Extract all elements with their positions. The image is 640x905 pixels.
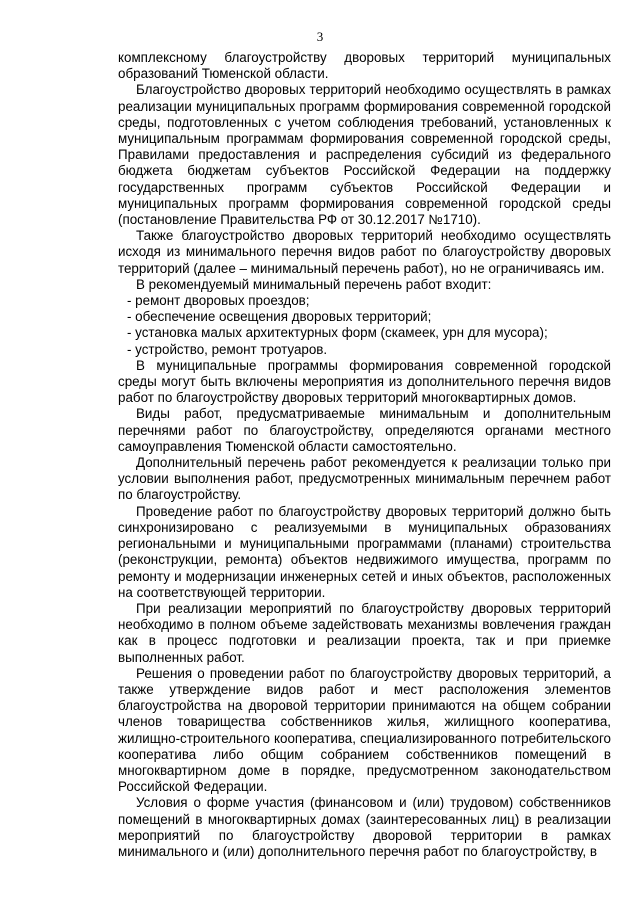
paragraph: комплексному благоустройству дворовых территорий муниципальных образований Тюменской области.: [118, 50, 611, 82]
list-item: - ремонт дворовых проездов;: [127, 293, 310, 309]
paragraph: Благоустройство дворовых территорий необходимо осуществлять в рамках реализации муниципальных программ формирования современной городской среды, подготовленных с учетом соблюдения требований, установленных к муниципальным программам формирования современной городской среды, Правилами предоставления и распределения субсидий из федерального бюджета бюджетам субъектов Российской Федерации на поддержку государственных программ субъектов Российской Федерации и муниципальных программ формирования современной городской среды (постановление Правительства РФ от 30.12.2017 №1710).: [118, 82, 611, 228]
paragraph: Условия о форме участия (финансовом и (или) трудовом) собственников помещений в многоквартирных домах (заинтересованных лиц) в реализации мероприятий по благоустройству дворовой территории в рамках минимального и (или) дополнительного перечня работ по благоустройству, в: [118, 795, 611, 859]
document-body: [118, 50, 611, 860]
paragraph: Виды работ, предусматриваемые минимальным и дополнительным перечнями работ по благоустройству, определяются органами местного самоуправления Тюменской области самостоятельно.: [118, 406, 611, 454]
paragraph: Проведение работ по благоустройству дворовых территорий должно быть синхронизировано с реализуемыми в муниципальных образованиях региональными и муниципальными программами (планами) строительства (реконструкции, ремонта) объектов недвижимого имущества, программ по ремонту и модернизации инженерных сетей и иных объектов, расположенных на соответствующей территории.: [118, 503, 611, 600]
paragraph: В муниципальные программы формирования современной городской среды могут быть включены мероприятия из дополнительного перечня видов работ по благоустройству дворовых территорий многоквартирных домов.: [118, 357, 611, 406]
list-item: - установка малых архитектурных форм (скамеек, урн для мусора);: [127, 325, 548, 341]
paragraph: Дополнительный перечень работ рекомендуется к реализации только при условии выполнения работ, предусмотренных минимальным перечнем работ по благоустройству.: [118, 455, 611, 503]
list-item: - устройство, ремонт тротуаров.: [127, 341, 328, 357]
paragraph: В рекомендуемый минимальный перечень работ входит:: [136, 276, 492, 292]
paragraph: При реализации мероприятий по благоустройству дворовых территорий необходимо в полном объеме задействовать механизмы вовлечения граждан как в процесс подготовки и реализации проекта, так и при приемке выполненных работ.: [118, 600, 611, 665]
paragraph: Решения о проведении работ по благоустройству дворовых территорий, а также утверждение видов работ и мест расположения элементов благоустройства на дворовой территории принимаются на общем собрании членов товарищества собственников жилья, жилищного кооператива, жилищно-строительного кооператива, специализированного потребительского кооператива либо общим собранием собственников помещений в многоквартирном доме в порядке, предусмотренном законодательством Российской Федерации.: [118, 665, 611, 795]
paragraph: Также благоустройство дворовых территорий необходимо осуществлять исходя из минимального перечня видов работ по благоустройству дворовых территорий (далее – минимальный перечень работ), но не ограничиваясь им.: [118, 228, 611, 276]
list-item: - обеспечение освещения дворовых территорий;: [127, 309, 432, 325]
page-number: 3: [316, 29, 324, 44]
